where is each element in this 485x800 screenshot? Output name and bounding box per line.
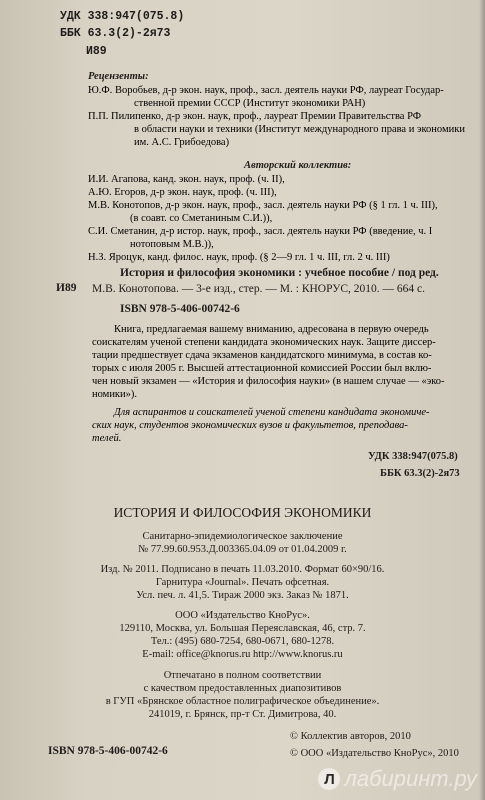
printer-line-4: 241019, г. Брянск, пр-т Ст. Димитрова, 40. bbox=[148, 709, 337, 720]
site-watermark bbox=[318, 766, 477, 792]
sanitary-line-1: Санитарно-эпидемиологическое заключение bbox=[142, 531, 343, 542]
reviewers-list bbox=[88, 84, 465, 149]
authors-heading: Авторский коллектив: bbox=[244, 160, 352, 171]
print-line-3: Усл. печ. л. 41,5. Тираж 2000 экз. Заказ № 1871. bbox=[136, 590, 349, 601]
abstract-line: Книга, предлагаемая вашему вниманию, адресована в первую очередь bbox=[114, 324, 429, 335]
sanitary-line-2: № 77.99.60.953.Д.003365.04.09 от 01.04.2009 г. bbox=[138, 544, 347, 555]
copyright-publisher: © ООО «Издательство КноРус», 2010 bbox=[290, 748, 459, 759]
printer-line-2: с качеством предоставленных диапозитивов bbox=[143, 683, 342, 694]
abstract-line: чен новый экзамен — «История и философия науки» (в нашем случае — «эко- bbox=[92, 376, 445, 387]
watermark-text: лабиринт.ру bbox=[344, 766, 477, 791]
author-line: (в соавт. со Сметаниным С.И.)), bbox=[130, 213, 273, 224]
bbk-code: ББК 63.3(2)-2я73 bbox=[60, 27, 171, 40]
copyright-authors: © Коллектив авторов, 2010 bbox=[290, 731, 411, 742]
print-line-2: Гарнитура «Journal». Печать офсетная. bbox=[155, 577, 330, 588]
catalog-isbn: ISBN 978-5-406-00742-6 bbox=[120, 303, 240, 315]
reviewer-line: Ю.Ф. Воробьев, д-р экон. наук, проф., засл. деятель науки РФ, лауреат Государ- bbox=[88, 85, 444, 96]
catalog-code: И89 bbox=[56, 282, 77, 294]
page-edge-shadow bbox=[479, 0, 485, 800]
publisher-line-3: Тел.: (495) 680-7254, 680-0671, 680-1278. bbox=[150, 636, 335, 647]
bbk-code-2: ББК 63.3(2)-2я73 bbox=[380, 468, 460, 479]
abstract-line: соискателям ученой степени кандидата экономических наук. Защите диссер- bbox=[92, 337, 436, 348]
author-mark: И89 bbox=[86, 45, 107, 58]
audience-line: ских наук, студентов экономических вузов и факультетов, преподава- bbox=[92, 420, 408, 431]
publisher-line-2: 129110, Москва, ул. Большая Переяславская, 46, стр. 7. bbox=[119, 623, 366, 634]
reviewer-line: П.П. Пилипенко, д-р экон. наук, проф., лауреат Премии Правительства РФ bbox=[88, 111, 422, 122]
author-line: М.В. Конотопов, д-р экон. наук, проф., засл. деятель науки РФ (§ 1 гл. 1 ч. III), bbox=[88, 200, 438, 211]
abstract-line: торых с июля 2005 г. Высшей аттестационной комиссией России был вклю- bbox=[92, 363, 432, 374]
reviewer-line: в области науки и техники (Институт международного права и экономики bbox=[134, 124, 465, 135]
catalog-title-line bbox=[120, 266, 439, 280]
udk-code-2: УДК 338:947(075.8) bbox=[368, 451, 458, 462]
footer-isbn: ISBN 978-5-406-00742-6 bbox=[48, 745, 168, 757]
reviewer-line: ственной премии СССР (Институт экономики РАН) bbox=[134, 98, 366, 109]
audience-line: Для аспирантов и соискателей ученой степени кандидата экономиче- bbox=[114, 407, 430, 418]
abstract-text bbox=[92, 323, 445, 401]
abstract-line: тации предшествует сдача экзаменов кандидатского минимума, в состав ко- bbox=[92, 350, 432, 361]
publisher-line-1: ООО «Издательство КноРус». bbox=[175, 610, 310, 621]
catalog-line-1: История и философия экономики : учебное пособие / под ред. bbox=[120, 267, 439, 279]
catalog-line-2: М.В. Конотопова. — 3-е изд., стер. — М. : КНОРУС, 2010. — 664 с. bbox=[92, 283, 426, 295]
print-line-1: Изд. № 2011. Подписано в печать 11.03.2010. Формат 60×90/16. bbox=[100, 564, 385, 575]
udk-code: УДК 338:947(075.8) bbox=[60, 10, 185, 23]
author-line: С.И. Сметанин, д-р истор. наук, проф., засл. деятель науки РФ (введение, ч. I bbox=[88, 226, 433, 237]
book-title: ИСТОРИЯ И ФИЛОСОФИЯ ЭКОНОМИКИ bbox=[113, 505, 372, 520]
author-line: Н.З. Яроцук, канд. филос. наук, проф. (§ 2—9 гл. 1 ч. III, гл. 2 ч. III) bbox=[88, 252, 390, 263]
printer-line-3: в ГУП «Брянское областное полиграфическое объединение». bbox=[105, 696, 380, 707]
publisher-line-4: E-mail: office@knorus.ru http://www.knorus.ru bbox=[142, 649, 343, 660]
audience-line: телей. bbox=[92, 433, 122, 444]
printer-line-1: Отпечатано в полном соответствии bbox=[163, 670, 322, 681]
reviewers-heading: Рецензенты: bbox=[88, 71, 149, 82]
abstract-line: номики»). bbox=[92, 389, 138, 400]
labirint-logo-icon: Л bbox=[318, 768, 340, 790]
authors-list bbox=[88, 173, 438, 264]
reviewer-line: им. А.С. Грибоедова) bbox=[134, 137, 230, 148]
author-line: А.Ю. Егоров, д-р экон. наук, проф. (ч. III), bbox=[88, 187, 277, 198]
author-line: нотоповым М.В.)), bbox=[130, 239, 214, 250]
author-line: И.И. Агапова, канд. экон. наук, проф. (ч. II), bbox=[88, 174, 285, 185]
audience-text bbox=[92, 406, 430, 445]
